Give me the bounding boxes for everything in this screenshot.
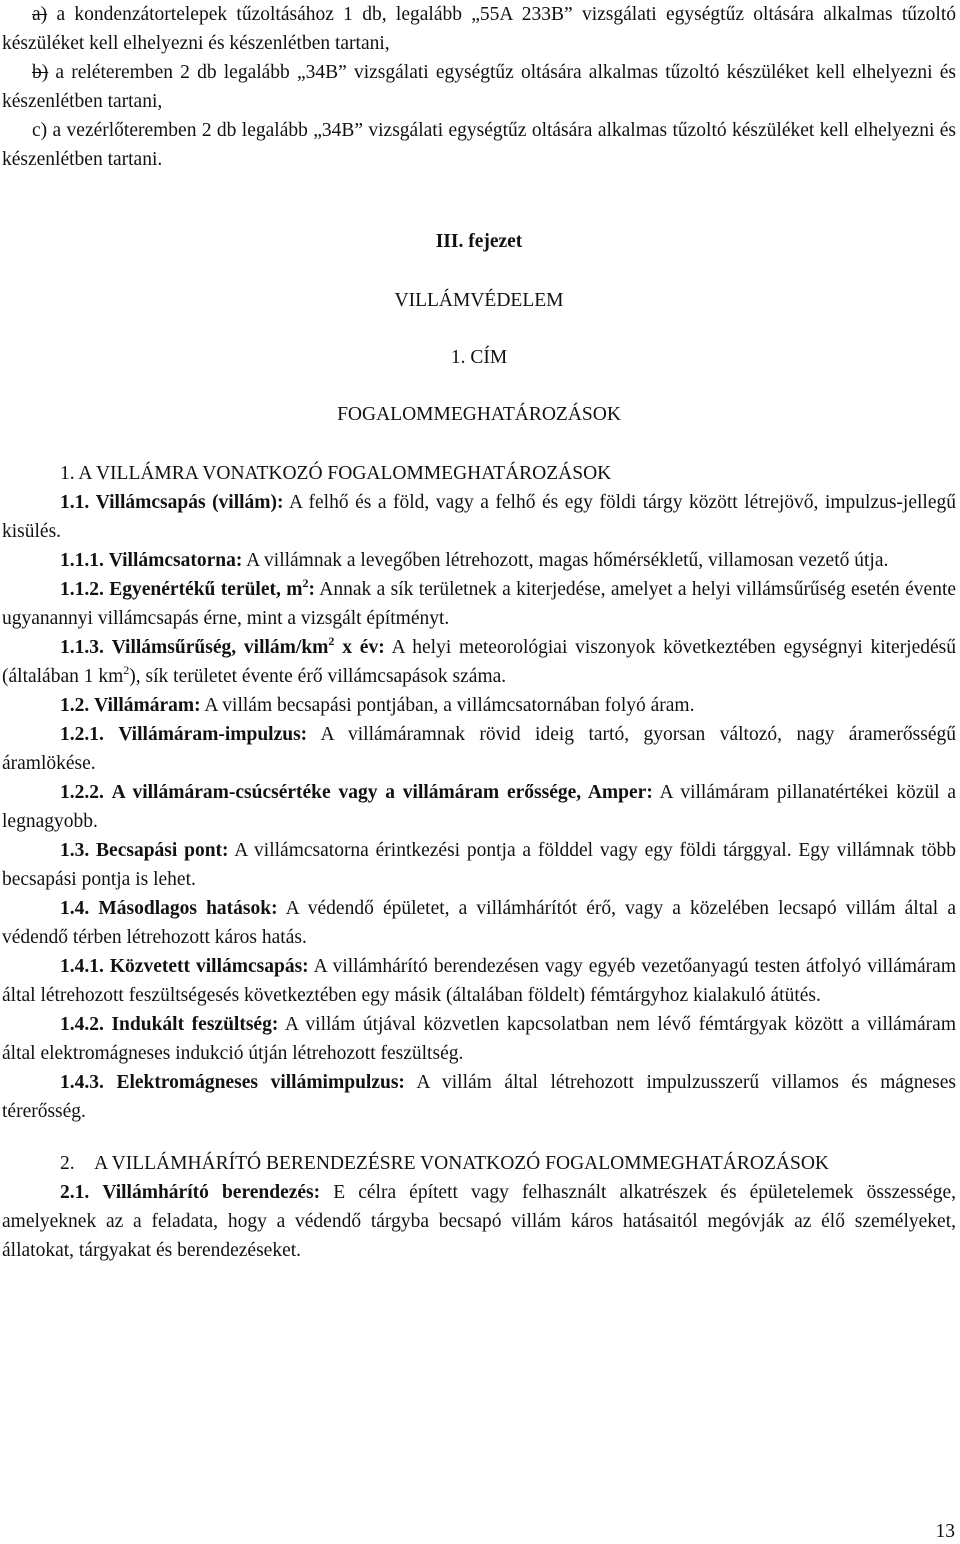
definition-1-2: 1.2. Villámáram: A villám becsapási pontjában, a villámcsatornában folyó áram. [60,695,695,716]
definition-1-4-2: 1.4.2. Indukált feszültség: A villám útjával közvetlen kapcsolatban nem lévő fémtárgyak között a villámáram által elektromágneses indukció útján létrehozott feszültség. [2,1014,956,1064]
list-item-b [2,58,956,116]
definition-1-3: 1.3. Becsapási pont: A villámcsatorna érintkezési pontja a földdel vagy egy földi tárggyal. Egy villámnak több becsapási pontja is lehet. [2,840,957,890]
chapter-title: VILLÁMVÉDELEM [394,290,564,311]
definition-2-1: 2.1. Villámhárító berendezés: E célra épített vagy felhasznált alkatrészek és épületelemek összessége, amelyeknek az a feladata, hogy a védendő tárgyba becsapó villám káros hatásaitól megóvják az élő személyeket, állatokat, tárgyakat és berendezéseket. [2,1182,956,1261]
list-marker-a: a) [32,4,48,25]
definition-1-1-3: 1.1.3. Villámsűrűség, villám/$km^2$ x év: A helyi meteorológiai viszonyok következtében egységnyi kiterjedésű (általában 1 $km^2$), sík területet évente érő villámcsapások száma. [2,634,956,687]
definition-term: Másodlagos hatások: [98,898,278,919]
chapter-heading: III. fejezet [435,231,523,252]
title-name: FOGALOMMEGHATÁROZÁSOK [337,404,621,425]
definition-term: Egyenértékű terület, $m^2$: [109,576,315,600]
definition-1-4-3: 1.4.3. Elektromágneses villámimpulzus: A villám által létrehozott impulzusszerű villamos és mágneses térerősség. [2,1072,957,1122]
definition-term: Közvetett villámcsapás: [109,956,309,977]
definition-term: Elektromágneses villámimpulzus: [116,1072,405,1093]
definition-1-1-2: 1.1.2. Egyenértékű terület, $m^2$: Annak a sík területnek a kiterjedése, amelyet a helyi villámsűrűség esetén évente ugyanannyi villámcsapás érne, mint a vizsgált építményt. [2,576,957,629]
definition-1-4-1: 1.4.1. Közvetett villámcsapás: A villámhárító berendezésen vagy egyéb vezetőanyagú testen átfolyó villámáram által létrehozott feszültségesés következtében egy másik (általában földelt) fémtárgyhoz kialakuló átütés. [2,956,956,1006]
list-item-c [2,116,956,174]
definition-term: Villámáram-impulzus: [118,724,308,745]
definition-term: Indukált feszültség: [111,1014,279,1035]
title-number: 1. CÍM [450,347,508,368]
definition-1-1: 1.1. Villámcsapás (villám): A felhő és a föld, vagy a felhő és egy földi tárgy között létrejövő, impulzus-jellegű kisülés. [2,492,956,542]
list-text-b: a reléteremben 2 db legalább „34B” vizsgálati egységtűz oltására alkalmas tűzoltó készüléket kell elhelyezni és készenlétben tartani, [2,62,956,112]
definition-1-1-1: 1.1.1. Villámcsatorna: A villámnak a levegőben létrehozott, magas hőmérsékletű, villamosan vezető útja. [60,550,889,571]
definition-term: Becsapási pont: [96,840,229,861]
definition-term: Villámáram: [94,695,201,716]
definition-term: Villámcsatorna: [108,550,243,571]
section-2-heading: 2. A VILLÁMHÁRÍTÓ BERENDEZÉSRE VONATKOZÓ FOGALOMMEGHATÁROZÁSOK [60,1153,829,1174]
list-text-a: a kondenzátortelepek tűzoltásához 1 db, legalább „55A 233B” vizsgálati egységtűz oltására alkalmas tűzoltó készüléket kell elhelyezni és készenlétben tartani, [2,4,956,54]
definition-term: Villámsűrűség, villám/$km^2$ x év: [111,634,385,658]
section-1-heading: 1. A VILLÁMRA VONATKOZÓ FOGALOMMEGHATÁROZÁSOK [60,463,612,484]
definition-1-2-2: 1.2.2. A villámáram-csúcsértéke vagy a villámáram erőssége, Amper: A villámáram pillanatértékei közül a legnagyobb. [2,782,957,832]
definition-term: Villámcsapás (villám): [95,492,284,513]
list-marker-b: b) [32,62,49,83]
list-marker-c: c) [32,120,48,141]
definition-1-4: 1.4. Másodlagos hatások: A védendő épületet, a villámhárítót érő, vagy a közelében lecsapó villám által a védendő térben létrehozott káros hatás. [2,898,956,948]
definition-term: A villámáram-csúcsértéke vagy a villámáram erőssége, Amper: [111,782,653,803]
page-number: 13 [935,1521,955,1542]
list-text-c: a vezérlőteremben 2 db legalább „34B” vizsgálati egységtűz oltására alkalmas tűzoltó készüléket kell elhelyezni és készenlétben tartani. [2,120,956,170]
definition-term: Villámhárító berendezés: [102,1182,321,1203]
definition-1-2-1: 1.2.1. Villámáram-impulzus: A villámáramnak rövid ideig tartó, gyorsan változó, nagy áramerősségű áramlökése. [2,724,956,774]
list-item-a [2,0,956,58]
